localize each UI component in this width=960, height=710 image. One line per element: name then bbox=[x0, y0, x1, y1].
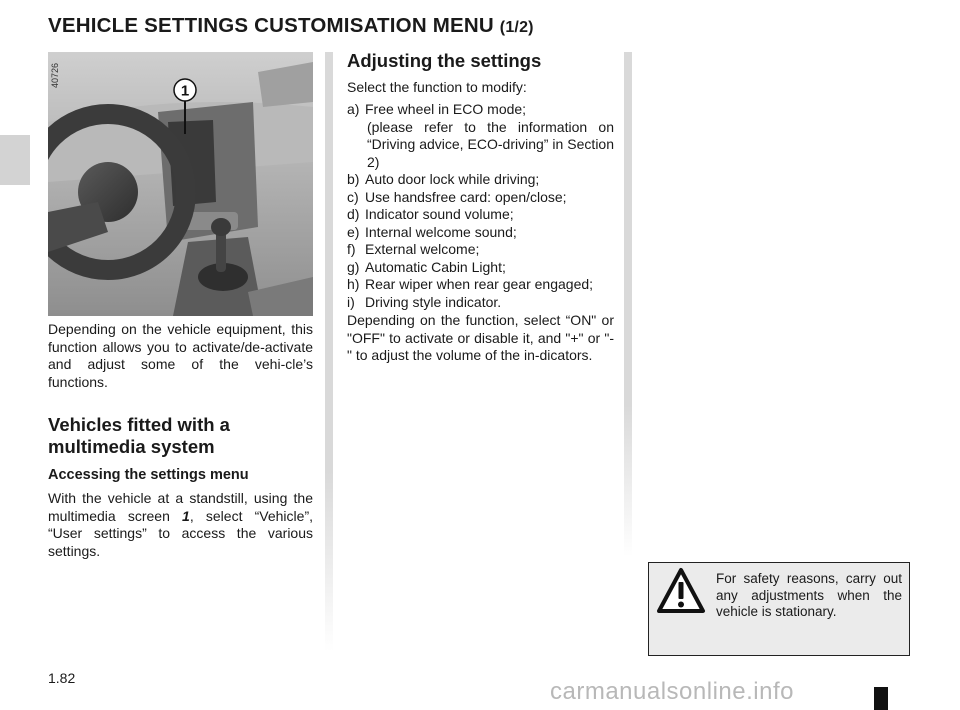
dashboard-drawing bbox=[48, 52, 313, 316]
list-key: c) bbox=[347, 188, 359, 205]
column-divider-right bbox=[624, 52, 632, 557]
select-prompt: Select the function to modify: bbox=[347, 79, 527, 95]
list-item bbox=[347, 206, 614, 224]
section-heading-multimedia: Vehicles fitted with a multimedia system bbox=[48, 414, 230, 457]
figure-callout-1: 1 bbox=[180, 82, 190, 100]
list-key: d) bbox=[347, 206, 360, 222]
list-key: g) bbox=[347, 258, 360, 275]
list-text: Rear wiper when rear gear engaged; bbox=[365, 276, 594, 292]
list-key: i) bbox=[347, 293, 355, 310]
dashboard-illustration bbox=[48, 52, 313, 316]
page-number: 1.82 bbox=[48, 670, 76, 686]
list-text: Free wheel in ECO mode; bbox=[365, 101, 527, 117]
list-key: e) bbox=[347, 223, 360, 240]
access-text-end: , select “Vehicle”, “User settings” to access the various settings. bbox=[48, 507, 313, 559]
list-key: a) bbox=[347, 101, 360, 117]
list-item bbox=[347, 224, 614, 242]
warning-text: For safety reasons, carry out any adjustments when the vehicle is stationary. bbox=[716, 571, 902, 619]
page-part-indicator: (1/2) bbox=[499, 19, 534, 36]
list-item bbox=[347, 276, 614, 294]
list-text: Auto door lock while driving; bbox=[365, 171, 540, 187]
list-text: External welcome; bbox=[365, 241, 480, 257]
intro-paragraph: Depending on the vehicle equipment, this function allows you to activate/de-activate and adjust some of the vehi-cle’s functions. bbox=[48, 321, 313, 390]
list-item bbox=[347, 259, 614, 277]
closing-paragraph: Depending on the function, select “ON" or "OFF" to activate or disable it, and "+" or "-" to adjust the volume of the in-dicators. bbox=[347, 312, 614, 363]
list-text: Use handsfree card: open/close; bbox=[365, 188, 567, 205]
access-text-start: With the vehicle at a standstill, using the multimedia screen bbox=[48, 490, 313, 524]
access-paragraph bbox=[48, 490, 313, 560]
list-key: b) bbox=[347, 171, 360, 187]
adjusting-heading: Adjusting the settings bbox=[347, 50, 542, 71]
list-text: Driving style indicator. bbox=[365, 293, 502, 310]
list-key: f) bbox=[347, 241, 356, 257]
watermark: carmanualsonline.info bbox=[550, 678, 794, 705]
list-note: (please refer to the information on “Driving advice, ECO-driving” in Section 2) bbox=[367, 118, 614, 170]
page-title-text: VEHICLE SETTINGS CUSTOMISATION MENU bbox=[48, 14, 494, 37]
list-key: h) bbox=[347, 276, 360, 292]
column-divider-left bbox=[325, 52, 333, 652]
settings-list bbox=[347, 101, 614, 311]
page-title bbox=[48, 14, 534, 38]
list-text: Internal welcome sound; bbox=[365, 223, 517, 240]
list-item bbox=[347, 294, 614, 312]
list-text: Indicator sound volume; bbox=[365, 206, 514, 222]
list-item bbox=[347, 171, 614, 189]
screen-reference: 1 bbox=[182, 507, 190, 524]
figure-code: 40726 bbox=[50, 62, 60, 88]
corner-marker bbox=[874, 687, 888, 710]
list-text: Automatic Cabin Light; bbox=[365, 258, 506, 275]
list-item bbox=[347, 189, 614, 207]
list-item bbox=[347, 241, 614, 259]
subheading-accessing: Accessing the settings menu bbox=[48, 467, 249, 483]
warning-triangle-icon bbox=[656, 567, 706, 615]
list-item bbox=[347, 101, 614, 119]
section-tab bbox=[0, 135, 30, 185]
